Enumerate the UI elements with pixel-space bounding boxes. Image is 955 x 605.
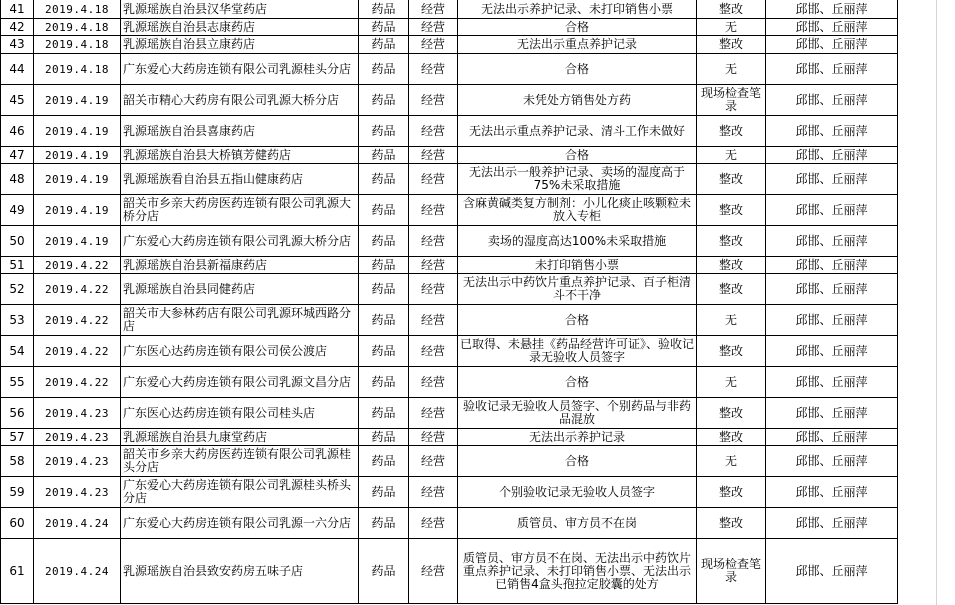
cell-date[interactable]: 2019.4.18 xyxy=(34,54,121,85)
cell-date[interactable]: 2019.4.24 xyxy=(34,539,121,604)
cell-number[interactable]: 55 xyxy=(1,367,34,398)
table-row xyxy=(1,36,898,54)
cell-action[interactable]: 整改 xyxy=(697,398,766,429)
cell-date[interactable]: 2019.4.23 xyxy=(34,398,121,429)
cell-store[interactable]: 广东爱心大药房连锁有限公司乳源一六分店 xyxy=(121,508,359,539)
cell-issue[interactable]: 已取得、未悬挂《药品经营许可证》、验收记录无验收人员签字 xyxy=(458,336,697,367)
cell-category[interactable]: 药品 xyxy=(359,19,409,36)
cell-inspector[interactable]: 邱邯、丘丽萍 xyxy=(766,274,898,305)
table-row xyxy=(1,477,898,508)
cell-stage[interactable]: 经营 xyxy=(409,477,458,508)
table-row xyxy=(1,305,898,336)
cell-inspector[interactable]: 邱邯、丘丽萍 xyxy=(766,446,898,477)
cell-store[interactable]: 韶关市乡亲大药房医药连锁有限公司乳源大桥分店 xyxy=(121,195,359,226)
cell-number[interactable]: 57 xyxy=(1,429,34,446)
cell-stage[interactable]: 经营 xyxy=(409,36,458,54)
cell-number[interactable]: 47 xyxy=(1,147,34,164)
table-row xyxy=(1,429,898,446)
cell-category[interactable]: 药品 xyxy=(359,147,409,164)
cell-date[interactable]: 2019.4.23 xyxy=(34,477,121,508)
cell-action[interactable]: 无 xyxy=(697,446,766,477)
cell-inspector[interactable]: 邱邯、丘丽萍 xyxy=(766,477,898,508)
cell-action[interactable]: 整改 xyxy=(697,429,766,446)
cell-category[interactable]: 药品 xyxy=(359,164,409,195)
cell-category[interactable]: 药品 xyxy=(359,398,409,429)
cell-stage[interactable]: 经营 xyxy=(409,367,458,398)
cell-inspector[interactable]: 邱邯、丘丽萍 xyxy=(766,195,898,226)
cell-number[interactable]: 56 xyxy=(1,398,34,429)
cell-category[interactable]: 药品 xyxy=(359,477,409,508)
cell-action[interactable]: 现场检查笔录 xyxy=(697,539,766,604)
cell-number[interactable]: 53 xyxy=(1,305,34,336)
cell-date[interactable]: 2019.4.18 xyxy=(34,19,121,36)
cell-date[interactable]: 2019.4.18 xyxy=(34,36,121,54)
cell-number[interactable]: 44 xyxy=(1,54,34,85)
cell-inspector[interactable]: 邱邯、丘丽萍 xyxy=(766,367,898,398)
cell-date[interactable]: 2019.4.19 xyxy=(34,195,121,226)
table-row xyxy=(1,0,898,19)
cell-category[interactable]: 药品 xyxy=(359,336,409,367)
cell-stage[interactable]: 经营 xyxy=(409,116,458,147)
cell-inspector[interactable]: 邱邯、丘丽萍 xyxy=(766,336,898,367)
cell-category[interactable]: 药品 xyxy=(359,54,409,85)
cell-inspector[interactable]: 邱邯、丘丽萍 xyxy=(766,19,898,36)
cell-stage[interactable]: 经营 xyxy=(409,147,458,164)
cell-date[interactable]: 2019.4.22 xyxy=(34,336,121,367)
cell-issue[interactable]: 无法出示一般养护记录、卖场的湿度高于75%未采取措施 xyxy=(458,164,697,195)
cell-action[interactable]: 整改 xyxy=(697,257,766,274)
cell-stage[interactable]: 经营 xyxy=(409,54,458,85)
cell-action[interactable]: 整改 xyxy=(697,164,766,195)
cell-issue[interactable]: 无法出示重点养护记录、清斗工作未做好 xyxy=(458,116,697,147)
cell-date[interactable]: 2019.4.19 xyxy=(34,147,121,164)
cell-store[interactable]: 乳源瑶族看自治县五指山健康药店 xyxy=(121,164,359,195)
cell-date[interactable]: 2019.4.19 xyxy=(34,116,121,147)
cell-number[interactable]: 49 xyxy=(1,195,34,226)
table-row xyxy=(1,164,898,195)
cell-action[interactable]: 整改 xyxy=(697,477,766,508)
cell-store[interactable]: 韶关市精心大药房有限公司乳源大桥分店 xyxy=(121,85,359,116)
cell-date[interactable]: 2019.4.19 xyxy=(34,226,121,257)
table-row xyxy=(1,226,898,257)
cell-issue[interactable]: 合格 xyxy=(458,19,697,36)
table-row xyxy=(1,195,898,226)
cell-inspector[interactable]: 邱邯、丘丽萍 xyxy=(766,539,898,604)
cell-action[interactable]: 无 xyxy=(697,147,766,164)
table-row xyxy=(1,508,898,539)
cell-category[interactable]: 药品 xyxy=(359,85,409,116)
table-row xyxy=(1,19,898,36)
cell-number[interactable]: 50 xyxy=(1,226,34,257)
cell-category[interactable]: 药品 xyxy=(359,305,409,336)
cell-store[interactable]: 乳源瑶族自治县立康药店 xyxy=(121,36,359,54)
cell-action[interactable]: 现场检查笔录 xyxy=(697,85,766,116)
cell-inspector[interactable]: 邱邯、丘丽萍 xyxy=(766,54,898,85)
cell-inspector[interactable]: 邱邯、丘丽萍 xyxy=(766,36,898,54)
cell-stage[interactable]: 经营 xyxy=(409,195,458,226)
cell-action[interactable]: 整改 xyxy=(697,336,766,367)
table-row xyxy=(1,257,898,274)
cell-inspector[interactable]: 邱邯、丘丽萍 xyxy=(766,429,898,446)
cell-store[interactable]: 广东医心达药房连锁有限公司桂头店 xyxy=(121,398,359,429)
cell-issue[interactable]: 质管员、审方员不在岗、无法出示中药饮片重点养护记录、未打印销售小票、无法出示已销售4盒头孢拉定胶囊的处方 xyxy=(458,539,697,604)
cell-category[interactable]: 药品 xyxy=(359,539,409,604)
cell-inspector[interactable]: 邱邯、丘丽萍 xyxy=(766,508,898,539)
cell-date[interactable]: 2019.4.23 xyxy=(34,446,121,477)
cell-action[interactable]: 整改 xyxy=(697,508,766,539)
table-row xyxy=(1,398,898,429)
cell-store[interactable]: 乳源瑶族自治县志康药店 xyxy=(121,19,359,36)
cell-date[interactable]: 2019.4.19 xyxy=(34,164,121,195)
table-body xyxy=(1,0,898,604)
cell-inspector[interactable]: 邱邯、丘丽萍 xyxy=(766,257,898,274)
cell-issue[interactable]: 合格 xyxy=(458,305,697,336)
cell-store[interactable]: 乳源瑶族自治县汉华堂药店 xyxy=(121,0,359,19)
cell-action[interactable]: 无 xyxy=(697,54,766,85)
cell-number[interactable]: 48 xyxy=(1,164,34,195)
cell-issue[interactable]: 含麻黄碱类复方制剂：小儿化痰止咳颗粒未放入专柜 xyxy=(458,195,697,226)
cell-issue[interactable]: 合格 xyxy=(458,147,697,164)
cell-stage[interactable]: 经营 xyxy=(409,508,458,539)
table-row xyxy=(1,446,898,477)
cell-issue[interactable]: 合格 xyxy=(458,446,697,477)
cell-issue[interactable]: 无法出示养护记录 xyxy=(458,429,697,446)
cell-issue[interactable]: 卖场的湿度高达100%未采取措施 xyxy=(458,226,697,257)
cell-store[interactable]: 乳源瑶族自治县新福康药店 xyxy=(121,257,359,274)
cell-store[interactable]: 韶关市乡亲大药房医药连锁有限公司乳源桂头分店 xyxy=(121,446,359,477)
cell-inspector[interactable]: 邱邯、丘丽萍 xyxy=(766,164,898,195)
cell-category[interactable]: 药品 xyxy=(359,257,409,274)
cell-issue[interactable]: 合格 xyxy=(458,367,697,398)
cell-number[interactable]: 61 xyxy=(1,539,34,604)
cell-inspector[interactable]: 邱邯、丘丽萍 xyxy=(766,85,898,116)
cell-action[interactable]: 整改 xyxy=(697,116,766,147)
cell-issue[interactable]: 无法出示重点养护记录 xyxy=(458,36,697,54)
cell-action[interactable]: 无 xyxy=(697,367,766,398)
cell-action[interactable]: 无 xyxy=(697,19,766,36)
table-row xyxy=(1,147,898,164)
cell-stage[interactable]: 经营 xyxy=(409,305,458,336)
cell-store[interactable]: 乳源瑶族自治县喜康药店 xyxy=(121,116,359,147)
cell-inspector[interactable]: 邱邯、丘丽萍 xyxy=(766,226,898,257)
cell-number[interactable]: 41 xyxy=(1,0,34,19)
table-row xyxy=(1,274,898,305)
cell-date[interactable]: 2019.4.22 xyxy=(34,367,121,398)
cell-issue[interactable]: 未凭处方销售处方药 xyxy=(458,85,697,116)
cell-category[interactable]: 药品 xyxy=(359,446,409,477)
cell-store[interactable]: 乳源瑶族自治县同健药店 xyxy=(121,274,359,305)
cell-date[interactable]: 2019.4.24 xyxy=(34,508,121,539)
cell-stage[interactable]: 经营 xyxy=(409,398,458,429)
cell-stage[interactable]: 经营 xyxy=(409,85,458,116)
table-row xyxy=(1,336,898,367)
table-row xyxy=(1,54,898,85)
cell-action[interactable]: 无 xyxy=(697,305,766,336)
cell-category[interactable]: 药品 xyxy=(359,116,409,147)
cell-number[interactable]: 46 xyxy=(1,116,34,147)
cell-issue[interactable]: 无法出示中药饮片重点养护记录、百子柜清斗不干净 xyxy=(458,274,697,305)
table-row xyxy=(1,85,898,116)
cell-stage[interactable]: 经营 xyxy=(409,19,458,36)
cell-store[interactable]: 乳源瑶族自治县九康堂药店 xyxy=(121,429,359,446)
table-row xyxy=(1,367,898,398)
cell-store[interactable]: 广东爱心大药房连锁有限公司乳源桂头分店 xyxy=(121,54,359,85)
cell-number[interactable]: 45 xyxy=(1,85,34,116)
cell-issue[interactable]: 合格 xyxy=(458,54,697,85)
cell-action[interactable]: 整改 xyxy=(697,36,766,54)
cell-issue[interactable]: 个别验收记录无验收人员签字 xyxy=(458,477,697,508)
cell-issue[interactable]: 质管员、审方员不在岗 xyxy=(458,508,697,539)
cell-date[interactable]: 2019.4.18 xyxy=(34,0,121,19)
cell-stage[interactable]: 经营 xyxy=(409,164,458,195)
cell-number[interactable]: 51 xyxy=(1,257,34,274)
cell-issue[interactable]: 无法出示养护记录、未打印销售小票 xyxy=(458,0,697,19)
cell-stage[interactable]: 经营 xyxy=(409,226,458,257)
cell-inspector[interactable]: 邱邯、丘丽萍 xyxy=(766,116,898,147)
cell-date[interactable]: 2019.4.22 xyxy=(34,257,121,274)
cell-category[interactable]: 药品 xyxy=(359,429,409,446)
cell-action[interactable]: 整改 xyxy=(697,226,766,257)
cell-issue[interactable]: 验收记录无验收人员签字、个别药品与非药品混放 xyxy=(458,398,697,429)
cell-store[interactable]: 广东爱心大药房连锁有限公司乳源大桥分店 xyxy=(121,226,359,257)
cell-store[interactable]: 乳源瑶族自治县致安药房五味子店 xyxy=(121,539,359,604)
cell-inspector[interactable]: 邱邯、丘丽萍 xyxy=(766,398,898,429)
cell-category[interactable]: 药品 xyxy=(359,367,409,398)
cell-date[interactable]: 2019.4.22 xyxy=(34,305,121,336)
cell-number[interactable]: 43 xyxy=(1,36,34,54)
cell-stage[interactable]: 经营 xyxy=(409,336,458,367)
cell-category[interactable]: 药品 xyxy=(359,508,409,539)
cell-inspector[interactable]: 邱邯、丘丽萍 xyxy=(766,305,898,336)
cell-date[interactable]: 2019.4.22 xyxy=(34,274,121,305)
cell-inspector[interactable]: 邱邯、丘丽萍 xyxy=(766,0,898,19)
cell-category[interactable]: 药品 xyxy=(359,226,409,257)
cell-stage[interactable]: 经营 xyxy=(409,539,458,604)
cell-action[interactable]: 整改 xyxy=(697,0,766,19)
cell-category[interactable]: 药品 xyxy=(359,36,409,54)
cell-category[interactable]: 药品 xyxy=(359,0,409,19)
cell-number[interactable]: 60 xyxy=(1,508,34,539)
cell-store[interactable]: 韶关市大参林药店有限公司乳源环城西路分店 xyxy=(121,305,359,336)
cell-number[interactable]: 59 xyxy=(1,477,34,508)
cell-number[interactable]: 52 xyxy=(1,274,34,305)
cell-store[interactable]: 乳源瑶族自治县大桥镇芳健药店 xyxy=(121,147,359,164)
cell-store[interactable]: 广东医心达药房连锁有限公司侯公渡店 xyxy=(121,336,359,367)
cell-store[interactable]: 广东爱心大药房连锁有限公司乳源桂头桥头分店 xyxy=(121,477,359,508)
cell-inspector[interactable]: 邱邯、丘丽萍 xyxy=(766,147,898,164)
cell-number[interactable]: 42 xyxy=(1,19,34,36)
cell-stage[interactable]: 经营 xyxy=(409,429,458,446)
cell-stage[interactable]: 经营 xyxy=(409,274,458,305)
table-row xyxy=(1,539,898,604)
cell-action[interactable]: 整改 xyxy=(697,195,766,226)
cell-date[interactable]: 2019.4.19 xyxy=(34,85,121,116)
cell-stage[interactable]: 经营 xyxy=(409,0,458,19)
cell-store[interactable]: 广东爱心大药房连锁有限公司乳源文昌分店 xyxy=(121,367,359,398)
cell-action[interactable]: 整改 xyxy=(697,274,766,305)
cell-stage[interactable]: 经营 xyxy=(409,257,458,274)
cell-number[interactable]: 58 xyxy=(1,446,34,477)
cell-issue[interactable]: 未打印销售小票 xyxy=(458,257,697,274)
cell-date[interactable]: 2019.4.23 xyxy=(34,429,121,446)
cell-number[interactable]: 54 xyxy=(1,336,34,367)
cell-stage[interactable]: 经营 xyxy=(409,446,458,477)
sheet-grid-line xyxy=(936,0,937,605)
table-row xyxy=(1,116,898,147)
cell-category[interactable]: 药品 xyxy=(359,274,409,305)
cell-category[interactable]: 药品 xyxy=(359,195,409,226)
